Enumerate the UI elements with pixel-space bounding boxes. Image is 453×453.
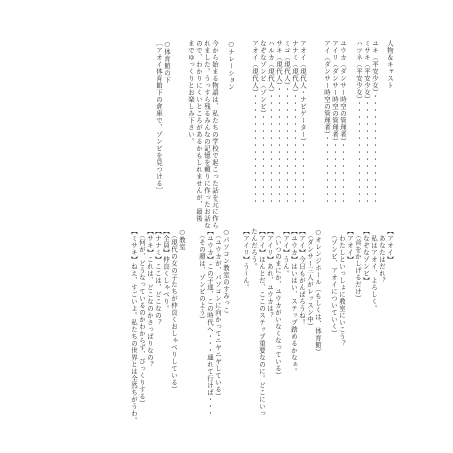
script-line: わたしといっしょに教室にいこう？: [338, 228, 346, 347]
script-line: 【サキ】これは、どこなのかさっぱりなの？: [146, 228, 154, 368]
script-line: あなたはだれ？: [378, 228, 386, 284]
script-line: （ダンサー三人がレッスン中）: [306, 228, 314, 330]
cast-title: 人物＆キャスト: [386, 40, 394, 89]
script-line: 【アイ】うん。: [282, 228, 290, 277]
script-line: たんだろう。: [250, 228, 258, 270]
script-line: 【ナナミ】ここは、どこなの？: [154, 228, 162, 326]
scene-heading: ○体育館の下: [163, 40, 171, 84]
narration-line: 今から始まる物語は、私たちの学校で起こった話を元に作ら: [211, 40, 219, 229]
cast-line: ユウカ（ダンサー時空の管理者）・・・・・・・・・: [339, 40, 347, 205]
narration-heading: ○ナレーション: [227, 40, 235, 91]
script-line: （いつのまにか、ユウカがいなくなっている）: [274, 228, 282, 379]
script-line: 私はアオイ、よろしく。: [370, 228, 378, 312]
narration-line: れました。うっすら残るみんなの記憶を頼りに作ったお話な: [203, 40, 211, 229]
cast-line: アイリ（ダンサー時空の管理者）・・・・・・・・・: [331, 40, 339, 205]
script-line: （何が、どうなっているのかわからず、びっくりする）: [138, 228, 146, 407]
script-line: 【なぞなゾンビ】: [362, 228, 370, 284]
cast-line: ハツネ（平安少女）・・・・・・・・・・・・・・・: [355, 40, 363, 205]
cast-line: アイ（ダンサー時空の管理者）・・・・・・・・・・: [323, 40, 331, 205]
script-line: （ゾンビ、アオイについていく）: [330, 228, 338, 337]
script-line: （ユウカが、パソコンに向かってニヤニヤしている）: [214, 228, 222, 400]
script-line: ○パソコン教室のすみっこ: [222, 228, 230, 314]
cast-line: なぞなゾンビ（ゾンビ）・・・・・・・・・・・・・: [259, 40, 267, 205]
script-line: 【アイリ】あれ、ユウカは？: [266, 228, 274, 319]
script-line: 【アイ】ほんとだ、ここのステップ重要なのに。どこにいっ: [258, 228, 266, 417]
cast-line: アオイ（現代人・ナビゲーター）・・・・・・・・・: [299, 40, 307, 205]
script-line: 【アオイ】: [386, 228, 394, 263]
cast-line: ハルカ（現代人）・・・・・・・・・・・・・・・・: [267, 40, 275, 205]
narration-line: までゆっくりとお楽しみ下さい。: [187, 40, 195, 145]
script-line: 【アイリ】う～ん。: [242, 228, 250, 291]
script-line: 【ユウカ】この子達、この時代へ・・・連れて行けば・・・: [206, 228, 214, 417]
cast-line: アオイ（現代人）・・・・・・・・・・・・・・・・: [251, 40, 259, 205]
cast-line: ミコ（現代人）・・・・・・・・・・・・・・・・・: [283, 40, 291, 205]
script-line: ○教室: [178, 228, 186, 251]
script-line: （その顔は、ゾンビのよう）: [198, 228, 206, 323]
cast-line: サキ（現代人）・・・・・・・・・・・・・・・・・: [275, 40, 283, 205]
stage-direction: ［アオイ体育館下の倉庫で、ゾンビを見つける］: [155, 40, 163, 194]
script-line: 【アオイ】: [346, 228, 354, 263]
script-line: （現代の女の子たちが仲良くおしゃべりしている）: [170, 228, 178, 393]
cast-line: ミサキ（平安少女）・・・・・・・・・・・・・・・: [363, 40, 371, 205]
cast-line: ユキ（平安少女）・・・・・・・・・・・・・・・・: [371, 40, 379, 205]
script-line: 【ミサキ】ねえ、すごいよ。私たちの世界とは全然ちがうわ。: [130, 228, 138, 424]
script-line: ○オレンジホール（もしくは、体育館）: [314, 228, 322, 356]
script-line: 【ユウカ】はいはい、ステップ踏めるかなぁ。: [290, 228, 298, 375]
cast-line: ナナミ（現代人）・・・・・・・・・・・・・・・・: [291, 40, 299, 205]
narration-line: ので、わかりにくいところがあるかもしれませんが、最後: [195, 40, 203, 222]
script-line: 【アイ】今日もがんばろうね！: [298, 228, 306, 326]
script-line: 【全員】仲良くしゃべり。: [162, 228, 170, 312]
script-line: （首をかしげるだけ）: [354, 228, 362, 302]
